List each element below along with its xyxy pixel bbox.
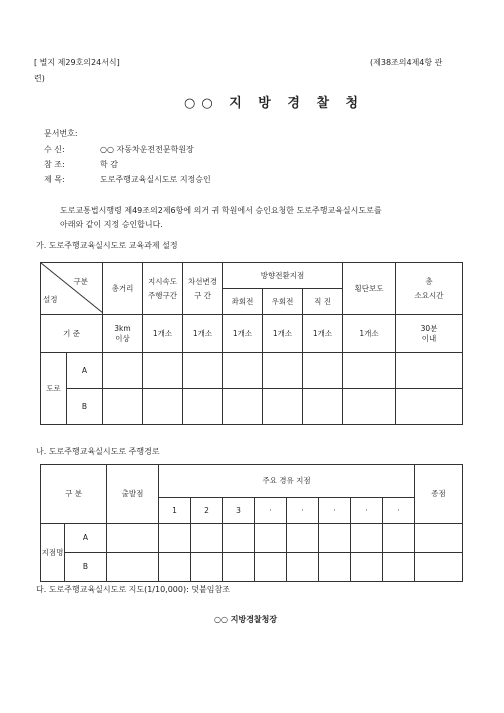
route-b-cell[interactable] (351, 553, 383, 582)
route-a-cell[interactable] (107, 524, 159, 553)
road-b-cell[interactable] (103, 389, 143, 425)
route-b-cell[interactable] (287, 553, 319, 582)
standard-speed: 1개소 (143, 315, 183, 353)
standard-distance-line-1: 3km (114, 324, 131, 334)
road-a-cell[interactable] (303, 353, 343, 389)
road-a-cell[interactable] (396, 353, 463, 389)
standard-right: 1개소 (263, 315, 303, 353)
body-text-line-1: 도로교통법시행령 제49조의2제6항에 의거 귀 학원에서 승인요청한 도로주행교육실시도로를 (60, 206, 382, 215)
body-text-line-2: 아래와 같이 지정 승인합니다. (60, 220, 163, 229)
reference-label: 참 조: (44, 160, 65, 169)
header-speed-line-2: 주행구간 (148, 290, 177, 300)
standard-distance-line-2: 이상 (115, 333, 130, 343)
reference-value: 학 감 (100, 160, 118, 169)
header-total-time (396, 263, 463, 315)
route-a-cell[interactable] (415, 524, 463, 553)
section-b-title: 나. 도로주행교육실시도로 주행경로 (36, 447, 160, 456)
diagonal-header-top: 구분 (73, 277, 88, 286)
standard-straight: 1개소 (303, 315, 343, 353)
header-lane-change (183, 263, 223, 315)
recipient-value: ○○ 자동차운전전문학원장 (100, 145, 194, 154)
road-row-b-label: B (67, 389, 103, 425)
form-reference: [ 별지 제29호의24서식] (34, 58, 120, 67)
doc-number-label: 문서번호: (44, 129, 78, 138)
header-speed-line-1: 지시속도 (148, 277, 177, 287)
recipient-label: 수 신: (44, 145, 65, 154)
route-b-cell[interactable] (415, 553, 463, 582)
road-b-cell[interactable] (396, 389, 463, 425)
via-point-3: 3 (223, 498, 255, 524)
route-row-a-label: A (65, 524, 107, 553)
standard-crosswalk: 1개소 (343, 315, 396, 353)
route-b-cell[interactable] (255, 553, 287, 582)
route-b-cell[interactable] (191, 553, 223, 582)
via-point-1: 1 (159, 498, 191, 524)
standard-left: 1개소 (223, 315, 263, 353)
route-a-cell[interactable] (191, 524, 223, 553)
route-row-b-label: B (65, 553, 107, 582)
header-left-turn: 좌회전 (223, 289, 263, 315)
road-a-cell[interactable] (103, 353, 143, 389)
subject-value: 도로주행교육실시도로 지정승인 (100, 175, 211, 184)
road-b-cell[interactable] (183, 389, 223, 425)
route-header-end: 종점 (415, 465, 463, 524)
point-name-label: 지점명 (41, 524, 65, 582)
route-a-cell[interactable] (287, 524, 319, 553)
standard-distance (103, 315, 143, 353)
header-lane-line-1: 차선변경 (188, 277, 217, 287)
header-straight: 직 진 (303, 289, 343, 315)
road-b-cell[interactable] (223, 389, 263, 425)
header-lane-line-2: 구 간 (194, 290, 211, 300)
section-a-title: 가. 도로주행교육실시도로 교육과제 설정 (36, 241, 178, 250)
road-a-cell[interactable] (183, 353, 223, 389)
road-a-cell[interactable] (343, 353, 396, 389)
route-header-via: 주요 경유 지점 (159, 465, 415, 498)
standard-time-line-1: 30분 (420, 324, 438, 334)
standard-time-line-2: 이내 (421, 333, 437, 343)
road-b-cell[interactable] (343, 389, 396, 425)
road-a-cell[interactable] (263, 353, 303, 389)
header-right-turn: 우회전 (263, 289, 303, 315)
road-row-a-label: A (67, 353, 103, 389)
route-b-cell[interactable] (223, 553, 255, 582)
route-table (40, 464, 463, 582)
standard-time (396, 315, 463, 353)
road-a-cell[interactable] (223, 353, 263, 389)
header-total-distance: 총거리 (103, 263, 143, 315)
road-b-cell[interactable] (143, 389, 183, 425)
subject-label: 제 목: (44, 175, 65, 184)
route-a-cell[interactable] (383, 524, 415, 553)
law-reference-continued: 련) (34, 74, 45, 83)
diagonal-header-cell (41, 263, 103, 315)
route-a-cell[interactable] (319, 524, 351, 553)
route-b-cell[interactable] (383, 553, 415, 582)
via-point-dot: · (319, 498, 351, 524)
via-point-2: 2 (191, 498, 223, 524)
road-label: 도로 (41, 353, 67, 425)
route-b-cell[interactable] (107, 553, 159, 582)
route-a-cell[interactable] (351, 524, 383, 553)
road-a-cell[interactable] (143, 353, 183, 389)
route-b-cell[interactable] (319, 553, 351, 582)
route-a-cell[interactable] (255, 524, 287, 553)
route-b-cell[interactable] (159, 553, 191, 582)
route-a-cell[interactable] (223, 524, 255, 553)
route-header-type: 구 분 (41, 465, 107, 524)
via-point-dot: · (255, 498, 287, 524)
header-turn-points: 방향전환지점 (223, 263, 343, 289)
law-reference: (제38조의4제4항 관 (370, 58, 443, 67)
via-point-dot: · (383, 498, 415, 524)
via-point-dot: · (287, 498, 319, 524)
road-b-cell[interactable] (263, 389, 303, 425)
course-task-table (40, 262, 463, 425)
via-point-dot: · (351, 498, 383, 524)
header-crosswalk: 횡단보도 (343, 263, 396, 315)
document-title: ○○ 지 방 경 찰 청 (184, 96, 365, 111)
standard-row-label: 기 준 (41, 315, 103, 353)
header-total-time-line-1: 총 (425, 277, 433, 287)
header-speed-section (143, 263, 183, 315)
route-header-start: 출발점 (107, 465, 159, 524)
header-total-time-line-2: 소요시간 (414, 290, 444, 300)
route-a-cell[interactable] (159, 524, 191, 553)
road-b-cell[interactable] (303, 389, 343, 425)
standard-lane: 1개소 (183, 315, 223, 353)
diagonal-header-bottom: 설정 (43, 294, 58, 304)
section-c-title: 다. 도로주행교육실시도로 지도(1/10,000): 덧붙임참조 (36, 585, 230, 594)
issuer-signature: ○○ 지방경찰청장 (214, 615, 278, 624)
